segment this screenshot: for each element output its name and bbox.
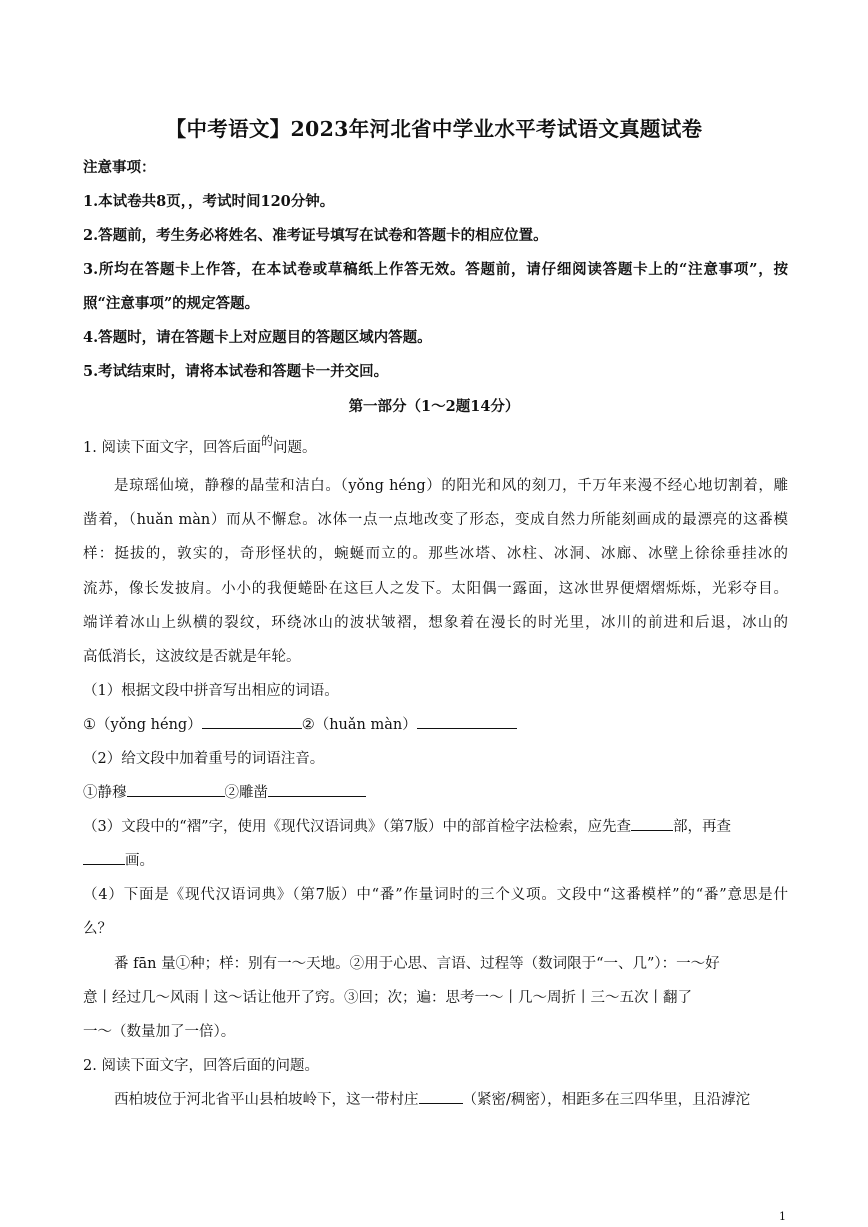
q1-passage-line-2: 凿着，（huǎn màn）而从不懈怠。冰体一点一点地改变了形态，变成自然力所能刻画成的最漂亮的这番模 bbox=[83, 512, 788, 528]
dict-entry-line-1: 番 fān 量①种；样：别有一～天地。②用于心思、言语、过程等（数词限于“一、几”）：一～好 bbox=[114, 956, 720, 972]
q1-sub1-a-label: ①（yǒng héng） bbox=[83, 717, 202, 733]
q1-stem-b: 问题。 bbox=[272, 440, 317, 456]
q1-sub3 bbox=[83, 816, 788, 838]
q1-sub4-line-1: （4）下面是《现代汉语词典》（第7版）中“番”作量词时的三个义项。文段中“这番模样”的“番”意思是什 bbox=[83, 887, 788, 903]
notice-item-2: 2.答题前，考生务必将姓名、准考证号填写在试卷和答题卡的相应位置。 bbox=[83, 227, 548, 244]
q1-stem-a: 1. 阅读下面文字，回答后面 bbox=[83, 440, 261, 456]
notice-item-1: 1.本试卷共8页，，考试时间120分钟。 bbox=[83, 193, 335, 210]
q1-passage-line-1: 是琼瑶仙境，静穆的晶莹和洁白。（yǒng héng）的阳光和风的刻刀，千万年来漫不经心地切割着，雕 bbox=[114, 478, 788, 494]
q1-sub3-c: 画。 bbox=[125, 853, 154, 869]
answer-blank-5[interactable] bbox=[631, 816, 673, 831]
answer-blank-1[interactable] bbox=[202, 714, 302, 729]
q1-sub2-answers bbox=[83, 782, 788, 804]
q1-stem-sup: 的 bbox=[260, 434, 273, 448]
q1-sub2-b-label: ②雕凿 bbox=[224, 785, 268, 801]
q1-sub1-b-label: ②（huǎn màn） bbox=[301, 717, 417, 733]
q1-passage-line-6: 高低消长，这波纹是否就是年轮。 bbox=[83, 649, 301, 665]
exam-title: 【中考语文】2023年河北省中学业水平考试语文真题试卷 bbox=[165, 117, 703, 141]
answer-blank-2[interactable] bbox=[417, 714, 517, 729]
section-title: 第一部分（1～2题14分） bbox=[348, 398, 520, 415]
notice-heading: 注意事项： bbox=[83, 159, 156, 176]
notice-item-4: 4.答题时，请在答题卡上对应题目的答题区域内答题。 bbox=[83, 329, 432, 346]
answer-blank-7[interactable] bbox=[419, 1089, 463, 1104]
page-number: 1 bbox=[779, 1210, 786, 1223]
notice-item-3-cont: 照“注意事项”的规定答题。 bbox=[83, 295, 260, 312]
q2-passage-line-1 bbox=[114, 1089, 788, 1111]
notice-item-5: 5.考试结束时，请将本试卷和答题卡一并交回。 bbox=[83, 363, 389, 380]
q1-passage-line-4: 流苏，像长发披肩。小小的我便蜷卧在这巨人之发下。太阳偶一露面，这冰世界便熠熠烁烁，光彩夺目。 bbox=[83, 581, 788, 597]
q2-passage-a: 西柏坡位于河北省平山县柏坡岭下，这一带村庄 bbox=[114, 1092, 419, 1108]
q1-sub2-prompt: （2）给文段中加着重号的词语注音。 bbox=[83, 751, 325, 767]
dict-entry-line-3: 一～（数量加了一倍）。 bbox=[83, 1024, 236, 1040]
q1-sub2-a-label: ①静穆 bbox=[83, 785, 127, 801]
q1-sub3-cont bbox=[83, 850, 788, 872]
q1-sub3-a: （3）文段中的“褶”字，使用《现代汉语词典》（第7版）中的部首检字法检索，应先查 bbox=[83, 819, 632, 835]
notice-item-3: 3.所均在答题卡上作答，在本试卷或草稿纸上作答无效。答题前，请仔细阅读答题卡上的“注意事项”，按 bbox=[83, 261, 788, 278]
answer-blank-4[interactable] bbox=[268, 782, 366, 797]
answer-blank-3[interactable] bbox=[127, 782, 225, 797]
dict-entry-line-2: 意丨经过几～风雨丨这～话让他开了窍。③回；次；遍：思考一～丨几～周折丨三～五次丨翻了 bbox=[83, 990, 692, 1006]
q1-sub1-answers bbox=[83, 714, 788, 736]
q1-sub3-b: 部，再查 bbox=[673, 819, 732, 835]
q1-sub1-prompt: （1）根据文段中拼音写出相应的词语。 bbox=[83, 683, 339, 699]
q1-passage-line-3: 样：挺拔的，敦实的，奇形怪状的，蜿蜒而立的。那些冰塔、冰柱、冰洞、冰廊、冰壁上徐徐垂挂冰的 bbox=[83, 546, 788, 562]
q1-sub4-line-2: 么？ bbox=[83, 921, 112, 937]
answer-blank-6[interactable] bbox=[83, 850, 125, 865]
q2-passage-b: （紧密/稠密），相距多在三四华里，且沿滹沱 bbox=[462, 1092, 751, 1108]
q2-stem: 2. 阅读下面文字，回答后面的问题。 bbox=[83, 1058, 319, 1074]
q1-passage-line-5: 端详着冰山上纵横的裂纹，环绕冰山的波状皱褶，想象着在漫长的时光里，冰川的前进和后退，冰山的 bbox=[83, 615, 788, 631]
q1-stem bbox=[83, 434, 788, 459]
